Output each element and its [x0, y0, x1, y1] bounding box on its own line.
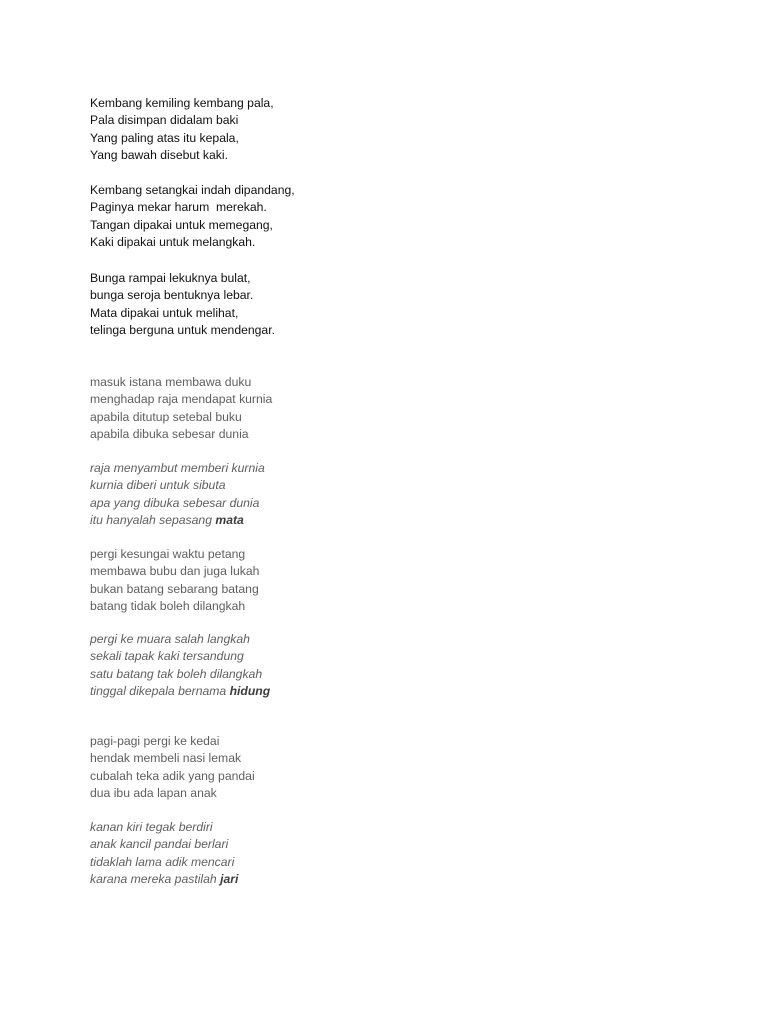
verse-line: bunga seroja bentuknya lebar.: [90, 288, 254, 303]
answer-word: mata: [215, 512, 244, 527]
verse-line: apabila dibuka sebesar dunia: [90, 426, 249, 441]
verse-line: Mata dipakai untuk melihat,: [90, 305, 239, 320]
verse-line: masuk istana membawa duku: [90, 375, 252, 389]
answer-stanza-eyes: [90, 460, 265, 529]
verse-line: Kaki dipakai untuk melangkah.: [90, 234, 256, 249]
verse-line: raja menyambut memberi kurnia: [90, 461, 265, 475]
verse-line: Tangan dipakai untuk memegang,: [90, 217, 273, 232]
verse-line: telinga berguna untuk mendengar.: [90, 322, 275, 337]
verse-line: tidaklah lama adik mencari: [90, 854, 235, 869]
verse-line: anak kancil pandai berlari: [90, 837, 229, 852]
verse-line: satu batang tak boleh dilangkah: [90, 666, 263, 681]
verse-line: pergi ke muara salah langkah: [90, 632, 250, 646]
verse-line: Kembang kemiling kembang pala,: [90, 96, 274, 110]
verse-line: cubalah teka adik yang pandai: [90, 768, 255, 783]
verse-line: Yang paling atas itu kepala,: [90, 130, 239, 145]
answer-stanza-nose: [90, 631, 270, 700]
verse-line: sekali tapak kaki tersandung: [90, 649, 244, 664]
pantun-stanza-2: [90, 182, 295, 251]
riddle-stanza-eyes: [90, 374, 272, 443]
verse-line-with-answer: [90, 512, 265, 529]
riddle-stanza-nose: [90, 546, 259, 615]
verse-line: kanan kiri tegak berdiri: [90, 820, 213, 834]
answer-word: jari: [220, 871, 239, 886]
verse-line: batang tidak boleh dilangkah: [90, 598, 246, 613]
pantun-stanza-3: [90, 270, 275, 339]
verse-line: Kembang setangkai indah dipandang,: [90, 183, 295, 197]
verse-line: membawa bubu dan juga lukah: [90, 564, 260, 579]
verse-line-with-answer: [90, 683, 270, 700]
verse-line: Bunga rampai lekuknya bulat,: [90, 271, 251, 285]
verse-line: Yang bawah disebut kaki.: [90, 147, 228, 162]
verse-line: menghadap raja mendapat kurnia: [90, 392, 273, 407]
verse-line: apabila ditutup setebal buku: [90, 409, 242, 424]
verse-line: Paginya mekar harum merekah.: [90, 200, 267, 215]
verse-line: karana mereka pastilah: [90, 871, 221, 886]
verse-line: bukan batang sebarang batang: [90, 581, 259, 596]
verse-line: kurnia diberi untuk sibuta: [90, 478, 226, 493]
answer-stanza-fingers: [90, 819, 238, 888]
verse-line: Pala disimpan didalam baki: [90, 113, 239, 128]
verse-line: apa yang dibuka sebesar dunia: [90, 495, 260, 510]
verse-line: itu hanyalah sepasang: [90, 512, 216, 527]
verse-line: hendak membeli nasi lemak: [90, 751, 242, 766]
verse-line: tinggal dikepala bernama: [90, 683, 230, 698]
answer-word: hidung: [229, 683, 271, 698]
verse-line: dua ibu ada lapan anak: [90, 785, 217, 800]
riddle-stanza-fingers: [90, 733, 255, 802]
pantun-stanza-1: [90, 95, 274, 164]
verse-line: pergi kesungai waktu petang: [90, 547, 246, 561]
verse-line-with-answer: [90, 871, 238, 888]
verse-line: pagi-pagi pergi ke kedai: [90, 734, 220, 748]
